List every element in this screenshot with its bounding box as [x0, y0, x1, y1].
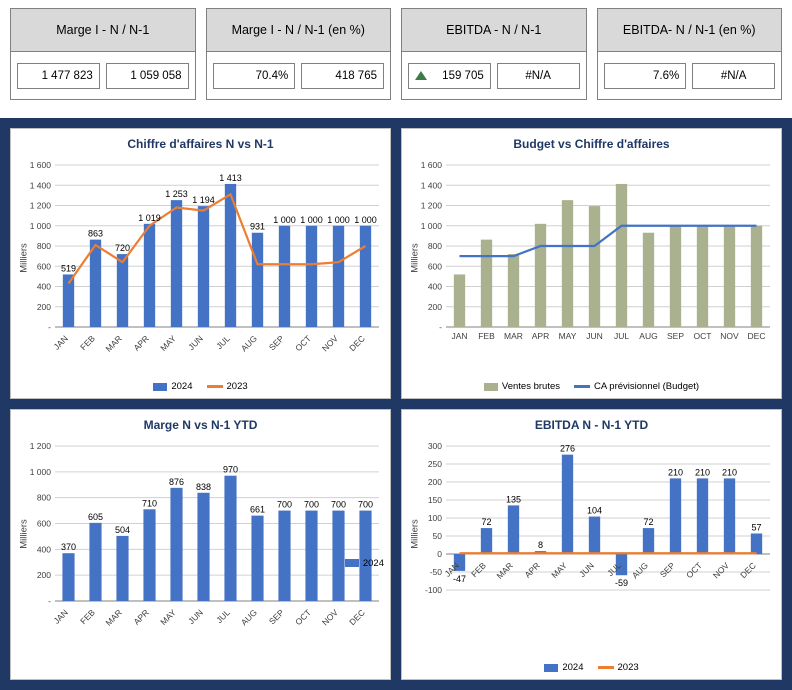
svg-text:210: 210: [667, 467, 684, 478]
kpi-number: 7.6%: [653, 69, 680, 82]
svg-text:600: 600: [36, 518, 51, 529]
kpi-title: EBITDA- N / N-1 (en %): [598, 9, 782, 52]
svg-text:AUG: AUG: [238, 607, 259, 628]
plot-area: [402, 157, 781, 398]
svg-text:1 019: 1 019: [138, 212, 161, 223]
svg-text:1 200: 1 200: [420, 200, 442, 211]
svg-text:661: 661: [249, 504, 266, 515]
svg-text:931: 931: [249, 221, 266, 232]
y-axis-label: Milliers: [18, 519, 30, 550]
svg-text:1 000: 1 000: [273, 214, 296, 225]
svg-text:970: 970: [222, 464, 239, 475]
svg-text:JUN: JUN: [586, 331, 603, 341]
chart-card-ca: [10, 128, 391, 399]
chart-legend: [345, 558, 384, 569]
svg-text:519: 519: [60, 263, 77, 274]
y-axis-label: Milliers: [409, 243, 421, 273]
svg-text:700: 700: [276, 499, 293, 510]
svg-text:MAY: MAY: [158, 607, 178, 627]
legend-label: 2023: [617, 662, 639, 673]
chart-svg-marge: [11, 438, 387, 663]
y-axis-label: Milliers: [18, 243, 30, 273]
svg-text:DEC: DEC: [347, 607, 367, 628]
svg-text:600: 600: [36, 261, 51, 272]
svg-text:MAR: MAR: [504, 331, 523, 341]
svg-text:300: 300: [427, 441, 442, 451]
svg-text:50: 50: [432, 531, 442, 541]
svg-text:OCT: OCT: [684, 560, 704, 581]
svg-text:NOV: NOV: [710, 560, 731, 581]
svg-text:1 000: 1 000: [420, 220, 442, 231]
legend-label: Ventes brutes: [501, 381, 560, 392]
svg-text:1 000: 1 000: [29, 466, 51, 477]
kpi-card-ebitda-pct: [597, 8, 783, 100]
svg-text:AUG: AUG: [629, 560, 650, 581]
svg-text:1 200: 1 200: [29, 200, 51, 211]
legend-item-ventes-brutes: [484, 381, 560, 392]
svg-text:-: -: [48, 596, 51, 606]
legend-label: 2024: [562, 662, 584, 673]
kpi-number: 418 765: [335, 69, 377, 82]
kpi-value-primary: [17, 63, 100, 89]
svg-text:838: 838: [195, 481, 212, 492]
svg-text:600: 600: [427, 261, 442, 272]
up-triangle-icon: [415, 71, 427, 80]
svg-text:700: 700: [303, 499, 320, 510]
legend-swatch-bar: [345, 559, 359, 567]
svg-text:370: 370: [60, 542, 77, 553]
kpi-title: Marge I - N / N-1: [11, 9, 195, 52]
svg-text:1 194: 1 194: [192, 195, 215, 206]
svg-text:OCT: OCT: [693, 331, 712, 341]
chart-card-marge: [10, 409, 391, 680]
svg-text:FEB: FEB: [469, 560, 488, 580]
svg-text:JAN: JAN: [51, 333, 70, 352]
plot-area: [11, 157, 390, 398]
legend-item-2024: [544, 662, 583, 673]
kpi-title: EBITDA - N / N-1: [402, 9, 586, 52]
chart-card-ebitda: [401, 409, 782, 680]
kpi-value-primary: [604, 63, 687, 89]
svg-text:DEC: DEC: [747, 331, 766, 341]
svg-text:1 000: 1 000: [300, 214, 323, 225]
legend-item-2023: [598, 662, 639, 673]
chart-title: Budget vs Chiffre d'affaires: [513, 137, 670, 151]
kpi-number: 70.4%: [255, 69, 289, 82]
legend-label: 2024: [362, 557, 384, 569]
svg-text:SEP: SEP: [657, 560, 677, 580]
svg-text:MAY: MAY: [558, 331, 577, 341]
svg-text:210: 210: [694, 467, 711, 478]
kpi-number: #N/A: [720, 69, 747, 82]
svg-text:1 413: 1 413: [219, 172, 242, 183]
kpi-value-secondary: [301, 63, 384, 89]
svg-text:FEB: FEB: [478, 331, 495, 341]
kpi-value-secondary: [692, 63, 775, 89]
plot-area: [11, 438, 390, 679]
legend-swatch-bar: [153, 383, 167, 391]
kpi-number: #N/A: [525, 69, 551, 82]
svg-text:MAR: MAR: [103, 333, 124, 354]
svg-text:MAR: MAR: [103, 607, 124, 628]
svg-text:NOV: NOV: [319, 333, 340, 354]
kpi-value-primary: [408, 63, 491, 89]
svg-text:JUL: JUL: [613, 331, 630, 341]
svg-text:210: 210: [721, 467, 738, 478]
svg-text:APR: APR: [131, 607, 151, 627]
legend-item-2023: [207, 381, 248, 392]
kpi-card-marge-n-n1: [10, 8, 196, 100]
svg-text:NOV: NOV: [720, 331, 739, 341]
svg-text:135: 135: [505, 494, 522, 505]
svg-text:FEB: FEB: [78, 333, 97, 353]
svg-text:MAR: MAR: [494, 560, 515, 581]
svg-text:720: 720: [114, 243, 131, 254]
chart-title: Marge N vs N-1 YTD: [143, 418, 258, 432]
svg-text:JUN: JUN: [186, 607, 205, 627]
legend-item-2024: [153, 381, 192, 392]
legend-item-ca-previsionnel: [574, 381, 699, 392]
svg-text:605: 605: [87, 511, 104, 522]
kpi-title: Marge I - N / N-1 (en %): [207, 9, 391, 52]
svg-text:MAY: MAY: [158, 333, 178, 353]
kpi-values: [598, 52, 782, 99]
legend-swatch-line: [207, 385, 223, 388]
svg-text:800: 800: [36, 241, 51, 251]
kpi-card-marge-pct: [206, 8, 392, 100]
svg-text:JUN: JUN: [186, 333, 205, 353]
svg-text:250: 250: [427, 459, 442, 469]
svg-text:400: 400: [36, 281, 51, 292]
legend-label: 2023: [226, 381, 248, 392]
kpi-value-primary: [213, 63, 296, 89]
svg-text:200: 200: [427, 301, 442, 312]
svg-text:APR: APR: [522, 560, 542, 580]
legend-swatch-line: [574, 385, 590, 388]
svg-text:1 253: 1 253: [165, 189, 188, 200]
svg-text:OCT: OCT: [293, 607, 313, 628]
svg-text:JUN: JUN: [577, 560, 596, 580]
chart-legend: [402, 381, 781, 392]
kpi-row: [0, 0, 792, 118]
charts-grid: [0, 118, 792, 690]
svg-text:SEP: SEP: [266, 333, 286, 353]
svg-text:0: 0: [437, 549, 442, 559]
svg-text:SEP: SEP: [666, 331, 685, 341]
kpi-value-secondary: [497, 63, 580, 89]
svg-text:-59: -59: [614, 578, 629, 589]
chart-svg-ebitda: [402, 438, 778, 650]
svg-text:1 000: 1 000: [327, 214, 350, 225]
svg-text:-: -: [439, 322, 442, 332]
svg-text:57: 57: [751, 522, 762, 533]
svg-text:DEC: DEC: [347, 333, 367, 354]
svg-text:OCT: OCT: [293, 333, 313, 354]
svg-text:1 600: 1 600: [29, 160, 51, 170]
chart-legend: [402, 662, 781, 673]
svg-text:1 000: 1 000: [29, 220, 51, 231]
svg-text:1 600: 1 600: [420, 160, 442, 170]
svg-text:DEC: DEC: [738, 560, 758, 581]
svg-text:800: 800: [36, 492, 51, 503]
svg-text:72: 72: [481, 517, 492, 528]
legend-label: CA prévisionnel (Budget): [594, 381, 700, 392]
svg-text:APR: APR: [531, 331, 550, 341]
chart-title: Chiffre d'affaires N vs N-1: [127, 137, 274, 151]
svg-text:JUL: JUL: [214, 607, 232, 626]
kpi-number: 1 477 823: [41, 69, 93, 82]
svg-text:JAN: JAN: [451, 331, 468, 341]
svg-text:-100: -100: [424, 585, 442, 595]
svg-text:1 200: 1 200: [29, 441, 51, 451]
plot-area: [402, 438, 781, 679]
svg-text:700: 700: [357, 499, 374, 510]
svg-text:AUG: AUG: [238, 333, 259, 354]
svg-text:AUG: AUG: [639, 331, 658, 341]
chart-card-budget: [401, 128, 782, 399]
svg-text:200: 200: [36, 301, 51, 312]
svg-text:JUL: JUL: [214, 333, 232, 352]
svg-text:NOV: NOV: [319, 607, 340, 628]
svg-text:-47: -47: [452, 573, 467, 584]
kpi-values: [207, 52, 391, 99]
svg-text:504: 504: [114, 524, 131, 535]
legend-item-2024: [345, 558, 384, 569]
legend-swatch-bar: [484, 383, 498, 391]
legend-label: 2024: [171, 381, 193, 392]
kpi-values: [11, 52, 195, 99]
kpi-values: [402, 52, 586, 99]
svg-text:-50: -50: [429, 567, 442, 577]
svg-text:FEB: FEB: [78, 607, 97, 627]
svg-text:-: -: [48, 322, 51, 332]
legend-swatch-bar: [544, 664, 558, 672]
chart-svg-ca: [11, 157, 387, 367]
svg-text:1 000: 1 000: [354, 214, 377, 225]
svg-text:276: 276: [559, 443, 576, 454]
svg-text:700: 700: [330, 499, 347, 510]
svg-text:APR: APR: [131, 333, 151, 353]
svg-text:1 400: 1 400: [29, 180, 51, 191]
legend-swatch-line: [598, 666, 614, 669]
kpi-number: 1 059 058: [130, 69, 182, 82]
svg-text:8: 8: [537, 540, 544, 551]
svg-text:MAY: MAY: [549, 560, 569, 580]
y-axis-label: Milliers: [409, 519, 421, 550]
svg-text:150: 150: [427, 495, 442, 505]
svg-text:200: 200: [427, 477, 442, 487]
svg-text:JAN: JAN: [442, 560, 461, 579]
svg-text:400: 400: [427, 281, 442, 292]
svg-text:876: 876: [168, 476, 185, 487]
svg-text:JAN: JAN: [51, 607, 70, 626]
chart-title: EBITDA N - N-1 YTD: [534, 418, 649, 432]
svg-text:JUL: JUL: [605, 560, 623, 579]
chart-legend: [11, 381, 390, 392]
svg-text:72: 72: [643, 517, 654, 528]
kpi-number: 159 705: [442, 69, 484, 82]
svg-text:1 400: 1 400: [420, 180, 442, 191]
svg-text:104: 104: [586, 505, 603, 516]
svg-text:863: 863: [87, 228, 104, 239]
kpi-card-ebitda-n-n1: [401, 8, 587, 100]
svg-text:710: 710: [141, 498, 158, 509]
svg-text:800: 800: [427, 241, 442, 251]
chart-svg-budget: [402, 157, 778, 367]
kpi-value-secondary: [106, 63, 189, 89]
svg-text:200: 200: [36, 570, 51, 581]
svg-text:100: 100: [427, 513, 442, 523]
svg-text:SEP: SEP: [266, 607, 286, 627]
svg-text:400: 400: [36, 544, 51, 555]
